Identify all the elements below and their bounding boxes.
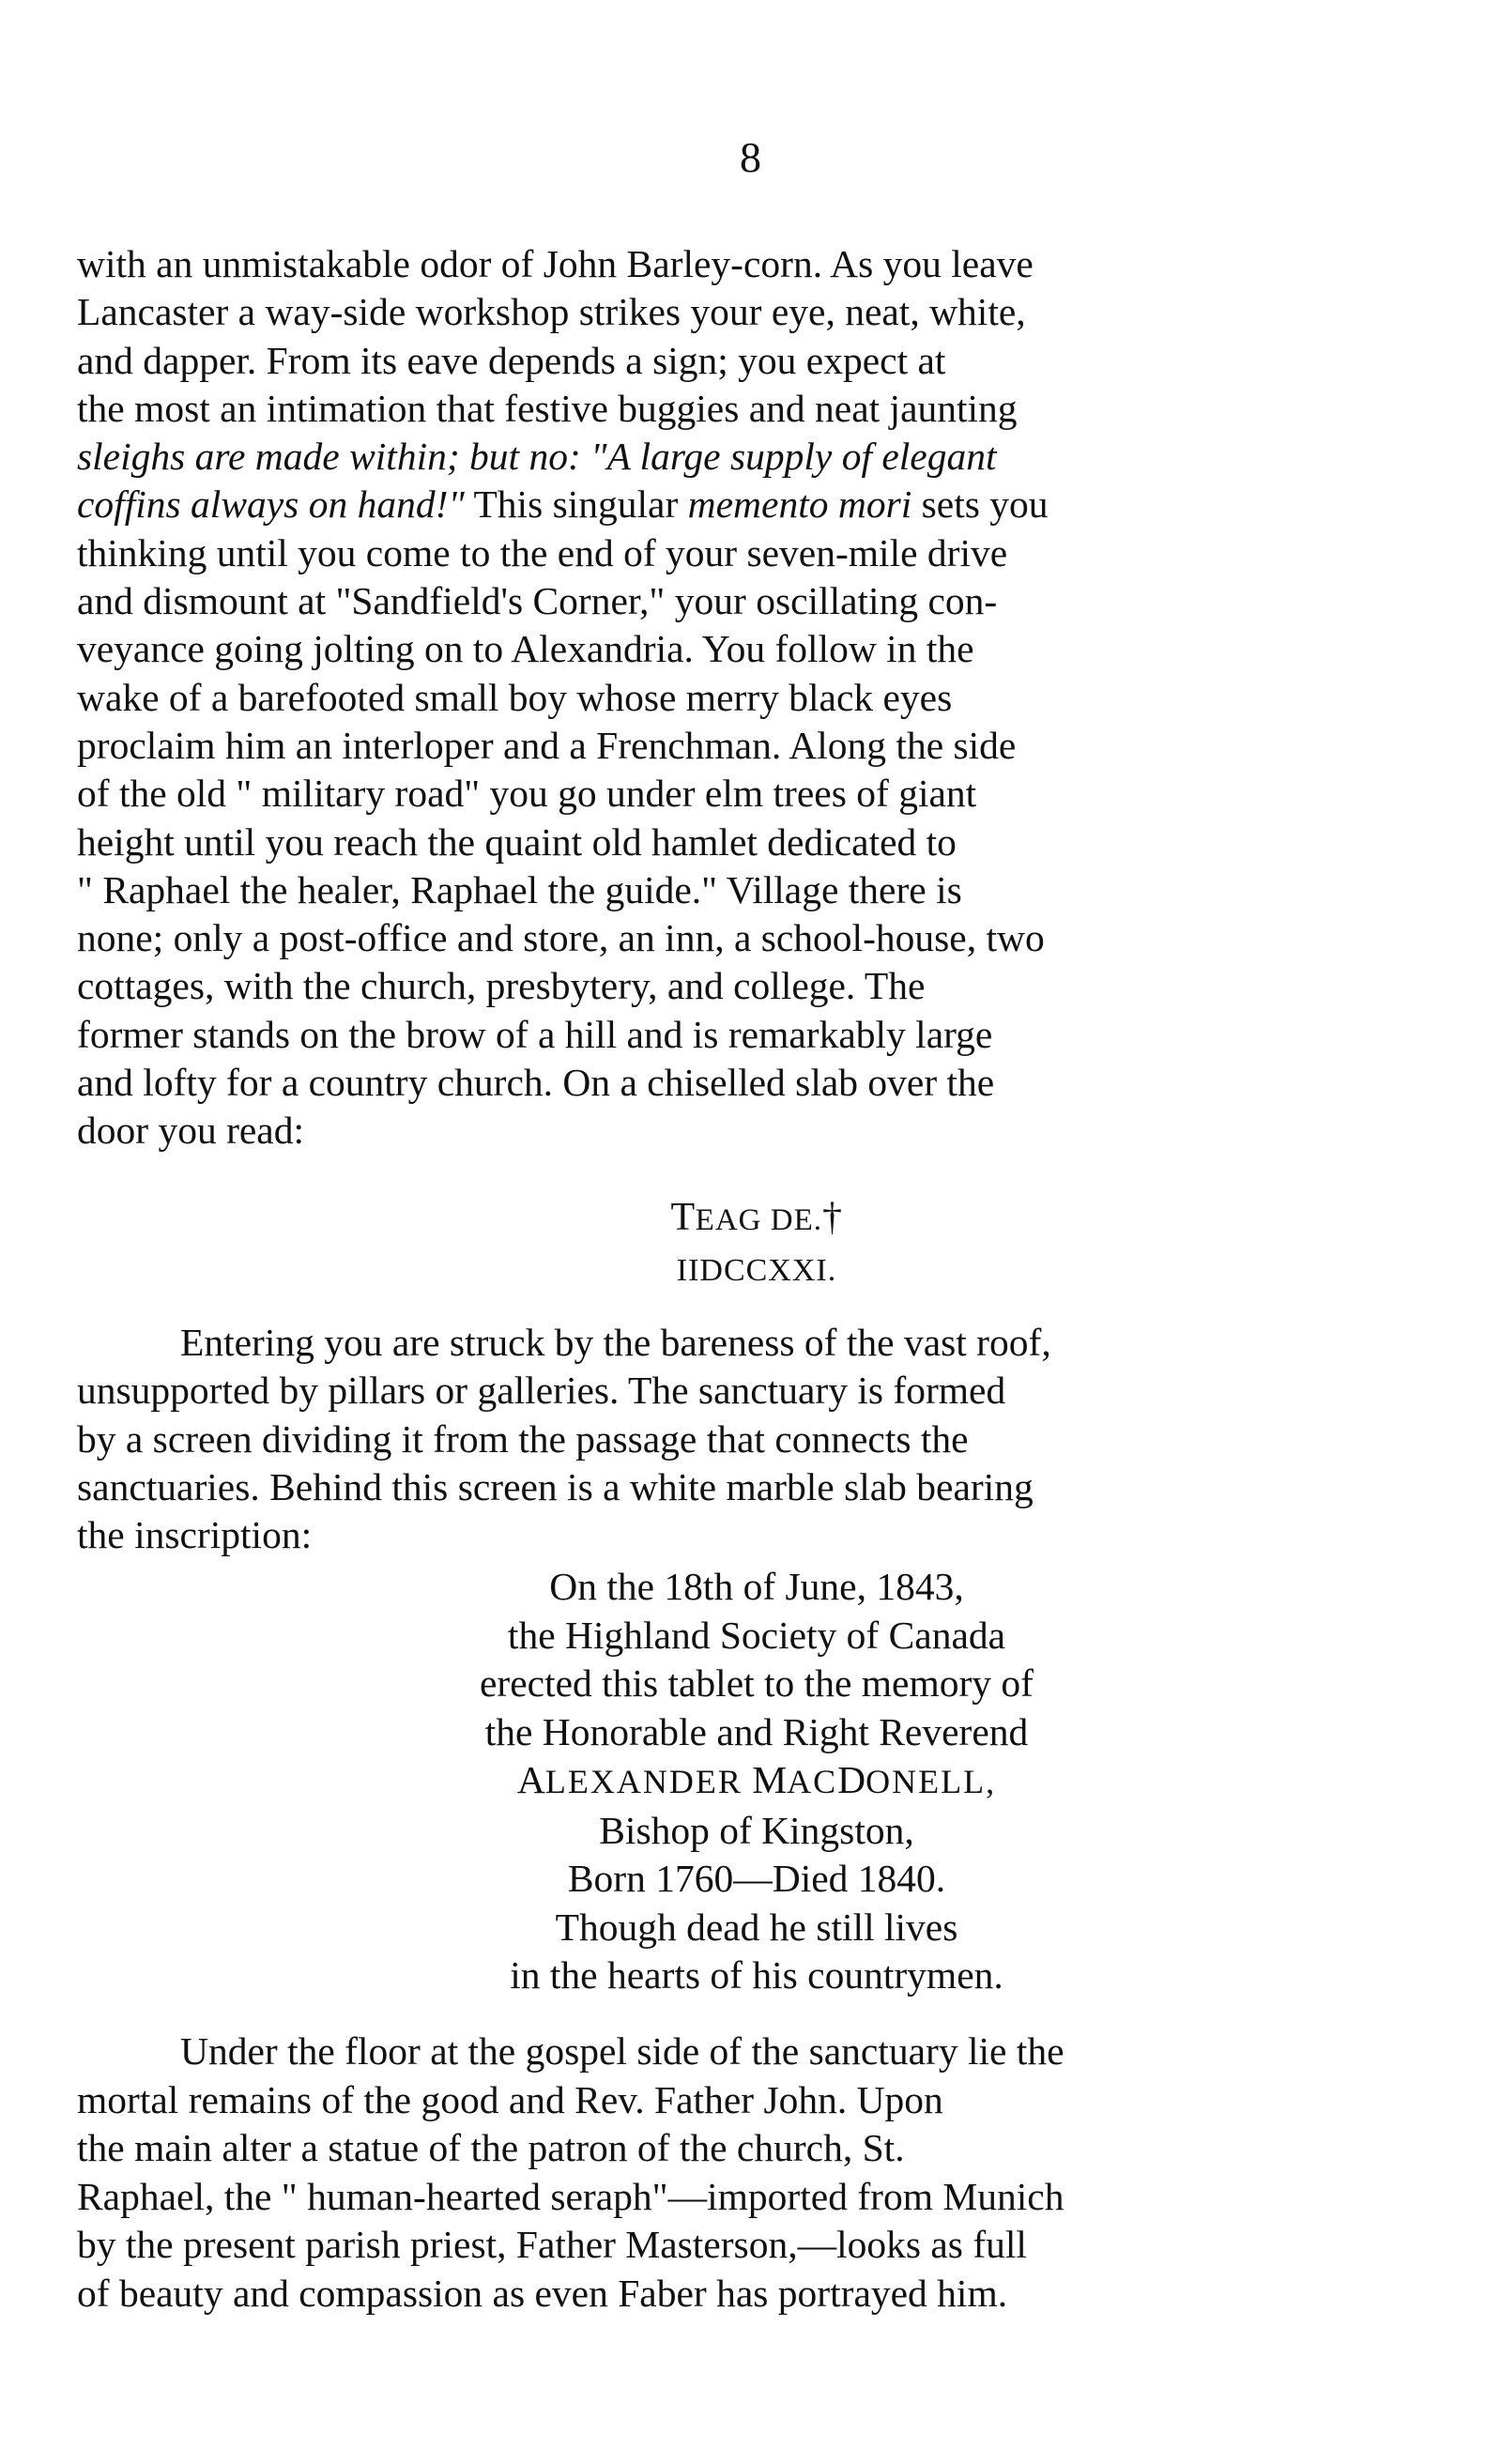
text-line: by the present parish priest, Father Masterson,—looks as full [77,2223,1027,2266]
text-span: sets you [911,482,1049,527]
text-line: mortal remains of the good and Rev. Father John. Upon [77,2077,943,2121]
paragraph-lancaster [77,240,1436,1155]
text-line: Lancaster a way-side workshop strikes your eye, neat, white, [77,290,1026,334]
text-line: with an unmistakable odor of John Barley-corn. As you leave [77,242,1034,285]
text-line: " Raphael the healer, Raphael the guide." Village there is [77,867,962,911]
text-span: This singular [464,482,688,527]
text-line: wake of a barefooted small boy whose merry black eyes [77,675,953,719]
tablet-line: Born 1760—Died 1840. [567,1857,946,1900]
text-line: former stands on the brow of a hill and is remarkably large [77,1012,993,1056]
text-line: sanctuaries. Behind this screen is a white marble slab bearing [77,1464,1034,1508]
name-rest: LEXANDER [544,1763,743,1800]
text-line: height until you reach the quaint old hamlet dedicated to [77,819,957,864]
name-initial: M [752,1758,788,1801]
text-line: thinking until you come to the end of your seven-mile drive [77,530,1008,574]
text-line: cottages, with the church, presbytery, and college. The [77,964,926,1008]
lintel-initial: T [670,1196,696,1239]
name-initial: A [516,1758,545,1801]
text-line: unsupported by pillars or galleries. The sanctuary is formed [77,1369,1006,1413]
tablet-line: On the 18th of June, 1843, [549,1565,964,1608]
tablet-inscription [77,1563,1436,2000]
name-rest: AC [787,1763,838,1800]
tablet-line: the Highland Society of Canada [507,1613,1006,1657]
tablet-line: Bishop of Kingston, [599,1808,914,1852]
text-line: Under the floor at the gospel side of the sanctuary lie the [180,2029,1064,2073]
tablet-line: Though dead he still lives [555,1905,958,1949]
dagger-mark: † [821,1196,843,1239]
paragraph-sanctuary [77,2028,1436,2318]
lintel-inscription [77,1192,1436,1296]
text-line: proclaim him an interloper and a Frenchman. Along the side [77,723,1017,767]
bishop-name [77,1756,1436,1807]
page-number: 8 [740,133,761,181]
lintel-line [77,1192,1436,1246]
text-line: and lofty for a country church. On a chiselled slab over the [77,1061,995,1105]
text-line: the inscription: [77,1513,313,1557]
name-rest: ONELL, [865,1763,997,1800]
text-line: Raphael, the " human-hearted seraph"—imported from Munich [77,2174,1064,2218]
name-initial: D [837,1758,866,1801]
text-line: sleighs are made within; but no: "A large supply of elegant [77,435,997,479]
text-line: door you read: [77,1109,305,1153]
lintel-rest: EAG DE. [695,1203,822,1237]
text-line: by a screen dividing it from the passage that connects the [77,1416,969,1461]
text-line: and dismount at "Sandfield's Corner," your oscillating con- [77,579,998,623]
text-line: the main alter a statue of the patron of the church, St. [77,2126,905,2169]
tablet-line: erected this tablet to the memory of [479,1661,1034,1705]
paragraph-interior [77,1319,1436,1559]
text-line [77,481,1436,528]
text-line: none; only a post-office and store, an inn, a school-house, two [77,916,1045,960]
text-line: of beauty and compassion as even Faber has portrayed him. [77,2271,1008,2315]
text-line: Entering you are struck by the bareness of the vast roof, [180,1321,1051,1364]
lintel-date: IIDCCXXI. [676,1253,837,1288]
tablet-line: in the hearts of his countrymen. [510,1953,1003,1997]
text-line: the most an intimation that festive buggies and neat jaunting [77,386,1018,430]
quote-italic: coffins always on hand!" [77,482,465,527]
memento-mori-italic: memento mori [687,482,912,527]
text-line: and dapper. From its eave depends a sign; you expect at [77,338,946,382]
text-line: veyance going jolting on to Alexandria. You follow in the [77,627,974,671]
tablet-line: the Honorable and Right Reverend [484,1709,1029,1753]
text-line: of the old " military road" you go under elm trees of giant [77,772,977,816]
